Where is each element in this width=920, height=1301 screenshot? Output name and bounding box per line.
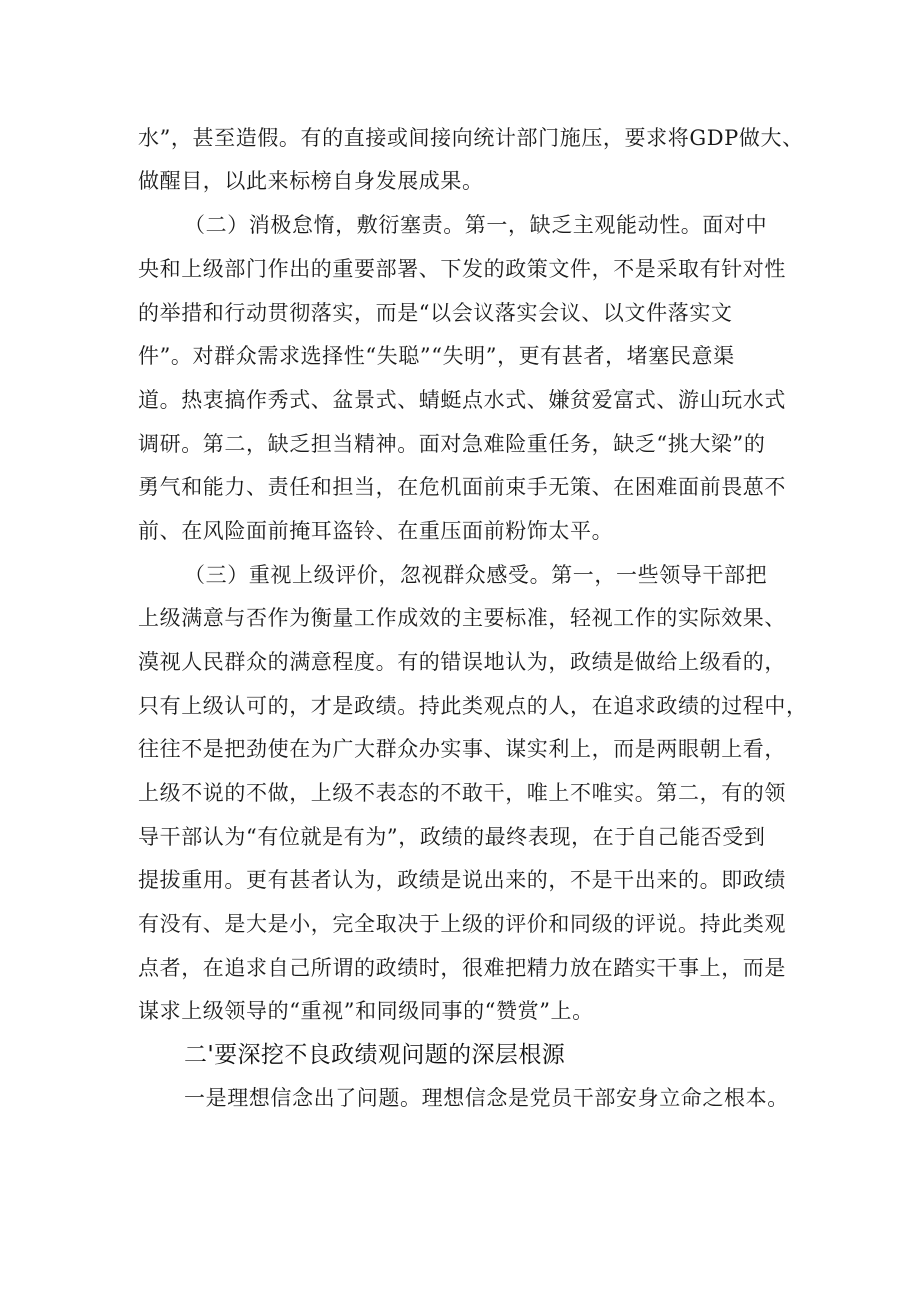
- paragraph-2-line: 调研。第二，缺乏担当精神。面对急难险重任务，缺乏“挑大梁”的: [138, 432, 766, 456]
- section-heading: 二'要深挖不良政绩观问题的深层根源: [184, 1042, 566, 1068]
- paragraph-2-line: 前、在风险面前掩耳盗铃、在重压面前粉饰太平。: [138, 519, 614, 543]
- paragraph-3-line: 往往不是把劲使在为广大群众办实事、谋实利上，而是两眼朝上看，: [138, 737, 786, 761]
- paragraph-2-line: （二）消极怠惰，敷衍塞责。第一，缺乏主观能动性。面对中: [184, 213, 768, 237]
- paragraph-3-line: 点者，在追求自己所谓的政绩时，很难把精力放在踏实干事上，而是: [138, 956, 786, 980]
- paragraph-2-line: 件”。对群众需求选择性“失聪”“失明”，更有甚者，堵塞民意渠: [138, 344, 735, 368]
- paragraph-4-line: 一是理想信念出了问题。理想信念是党员干部安身立命之根本。: [184, 1086, 789, 1110]
- paragraph-3-line: 上级不说的不做，上级不表态的不敢干，唯上不唯实。第二，有的领: [138, 781, 786, 805]
- paragraph-3-line: 只有上级认可的，才是政绩。持此类观点的人，在追求政绩的过程中，: [138, 694, 808, 718]
- paragraph-3-line: （三）重视上级评价，忽视群众感受。第一，一些领导干部把: [184, 563, 768, 587]
- paragraph-3-line: 提拔重用。更有甚者认为，政绩是说出来的，不是干出来的。即政绩: [138, 868, 786, 892]
- paragraph-1-line: 水”，甚至造假。有的直接或间接向统计部门施压，要求将GDP做大、: [138, 126, 804, 150]
- paragraph-2-line: 道。热衷搞作秀式、盆景式、蜻蜓点水式、嫌贫爱富式、游山玩水式: [138, 388, 786, 412]
- paragraph-1-line: 做醒目，以此来标榜自身发展成果。: [138, 169, 484, 193]
- paragraph-2-line: 的举措和行动贯彻落实，而是“以会议落实会议、以文件落实文: [138, 301, 733, 325]
- paragraph-3-line: 漠视人民群众的满意程度。有的错误地认为，政绩是做给上级看的，: [138, 650, 786, 674]
- paragraph-3-line: 谋求上级领导的“重视”和同级同事的“赞赏”上。: [138, 999, 594, 1023]
- paragraph-2-line: 勇气和能力、责任和担当，在危机面前束手无策、在困难面前畏葸不: [138, 475, 786, 499]
- paragraph-3-line: 有没有、是大是小，完全取决于上级的评价和同级的评说。持此类观: [138, 912, 786, 936]
- paragraph-2-line: 央和上级部门作出的重要部署、下发的政策文件，不是采取有针对性: [138, 257, 786, 281]
- paragraph-3-line: 上级满意与否作为衡量工作成效的主要标准，轻视工作的实际效果、: [138, 606, 786, 630]
- paragraph-3-line: 导干部认为“有位就是有为”，政绩的最终表现，在于自己能否受到: [138, 825, 766, 849]
